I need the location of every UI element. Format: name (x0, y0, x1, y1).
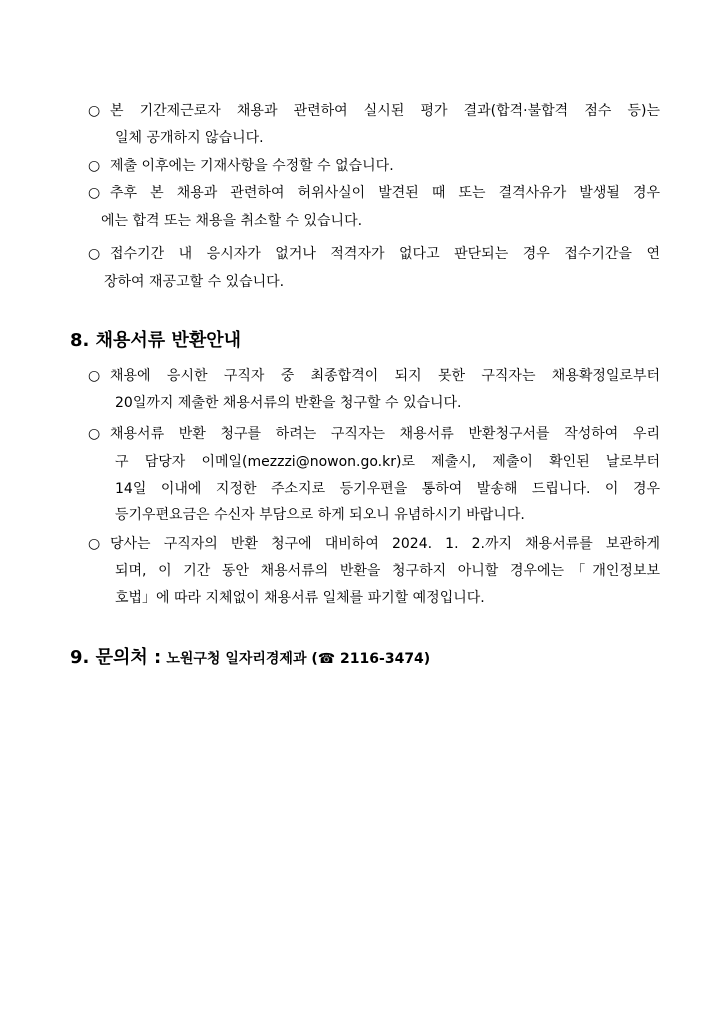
list-item-line: 추후 본 채용과 관련하여 허위사실이 발견된 때 또는 결격사유가 발생될 경우 (110, 185, 660, 201)
bullet-circle-icon: ○ (88, 536, 101, 552)
list-item-line: 당사는 구직자의 반환 청구에 대비하여 2024. 1. 2.까지 채용서류를 보관하게 (110, 536, 660, 552)
list-item-line: 구 담당자 이메일(mezzzi@nowon.go.kr)로 제출시, 제출이 확인된 날로부터 (115, 454, 660, 470)
list-item-line: 제출 이후에는 기재사항을 수정할 수 없습니다. (110, 158, 394, 174)
section-9-contact (70, 645, 430, 672)
list-item-line: 채용서류 반환 청구를 하려는 구직자는 채용서류 반환청구서를 작성하여 우리 (110, 426, 660, 442)
section-8-heading: 8. 채용서류 반환안내 (70, 330, 241, 351)
list-item-line: 되며, 이 기간 동안 채용서류의 반환을 청구하지 아니할 경우에는「개인정보보 (115, 563, 660, 579)
section-9-heading: 9. 문의처 : (70, 647, 162, 668)
list-item-line: 14일 이내에 지정한 주소지로 등기우편을 통하여 발송해 드립니다. 이 경우 (115, 481, 660, 497)
bullet-circle-icon: ○ (88, 426, 101, 442)
bullet-circle-icon: ○ (88, 103, 101, 119)
contact-info: 노원구청 일자리경제과 (☎ 2116-3474) (166, 651, 431, 667)
list-item-line: 20일까지 제출한 채용서류의 반환을 청구할 수 있습니다. (115, 395, 462, 411)
bullet-circle-icon: ○ (88, 185, 101, 201)
list-item-line: 장하여 재공고할 수 있습니다. (104, 274, 285, 290)
list-item-line: 채용에 응시한 구직자 중 최종합격이 되지 못한 구직자는 채용확정일로부터 (110, 368, 660, 384)
list-item-line: 일체 공개하지 않습니다. (115, 130, 264, 146)
bullet-circle-icon: ○ (88, 158, 101, 174)
list-item-line: 등기우편요금은 수신자 부담으로 하게 되오니 유념하시기 바랍니다. (115, 507, 525, 523)
list-item-line: 에는 합격 또는 채용을 취소할 수 있습니다. (101, 213, 363, 229)
bullet-circle-icon: ○ (88, 246, 101, 262)
list-item-line: 접수기간 내 응시자가 없거나 적격자가 없다고 판단되는 경우 접수기간을 연 (110, 246, 660, 262)
list-item-line: 본 기간제근로자 채용과 관련하여 실시된 평가 결과(합격·불합격 점수 등)는 (110, 103, 660, 119)
list-item-line: 호법」에 따라 지체없이 채용서류 일체를 파기할 예정입니다. (115, 590, 485, 606)
bullet-circle-icon: ○ (88, 368, 101, 384)
